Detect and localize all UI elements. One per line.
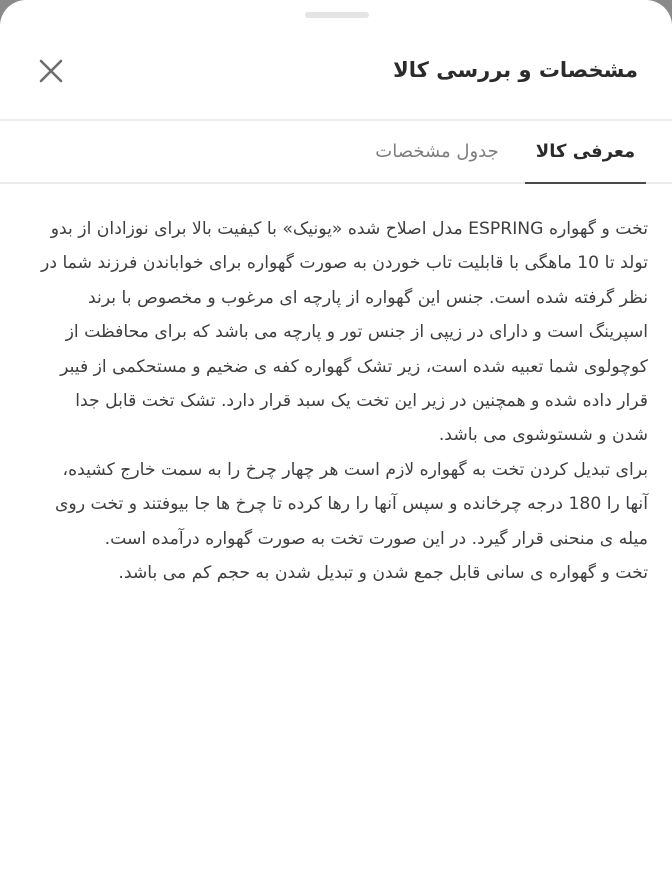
drag-handle[interactable] [305,12,369,18]
sheet-header [0,30,672,121]
tab-label: جدول مشخصات [375,141,499,162]
close-button[interactable] [30,55,72,91]
close-icon [38,58,64,88]
tab-specifications-table[interactable] [362,121,512,182]
tab-product-introduction[interactable] [525,121,646,182]
description-paragraph: تخت و گهواره ی سانی قابل جمع شدن و تبدیل شدن به حجم کم می باشد. [118,563,648,584]
page-title: مشخصات و بررسی کالا [393,58,638,82]
tab-bar [0,121,672,184]
description-paragraph: تخت و گهواره ESPRING مدل اصلاح شده «یونیک» با کیفیت بالا برای نوزادان از بدو تولد تا 10 ماهگی با قابلیت تاب خوردن به صورت گهواره برای خواباندن فرزند شما در نظر گرفته شده است. جنس این گهواره از پارچه ای مرغوب و مخصوص با برند اسپرینگ است و دارای در زیپی از جنس تور و پارچه می باشد که برای محافظت از کوچولوی شما تعبیه شده است، زیر تشک گهواره کفه ی ضخیم و مستحکمی از فیبر قرار داده شده و همچنین در زیر این تخت یک سبد قرار دارد. تشک تخت قابل جدا شدن و شستوشوی می باشد. [41,219,648,446]
tab-label: معرفی کالا [535,141,636,162]
active-tab-indicator [525,182,646,184]
product-description [36,212,648,590]
description-paragraph: برای تبدیل کردن تخت به گهواره لازم است هر چهار چرخ را به سمت خارج کشیده، آنها را 180 درجه چرخانده و سپس آنها را رها کرده تا چرخ ها جا بیوفتند و تخت روی میله ی منحنی قرار گیرد. در این صورت تخت به صورت گهواره درآمده است. [54,459,648,549]
